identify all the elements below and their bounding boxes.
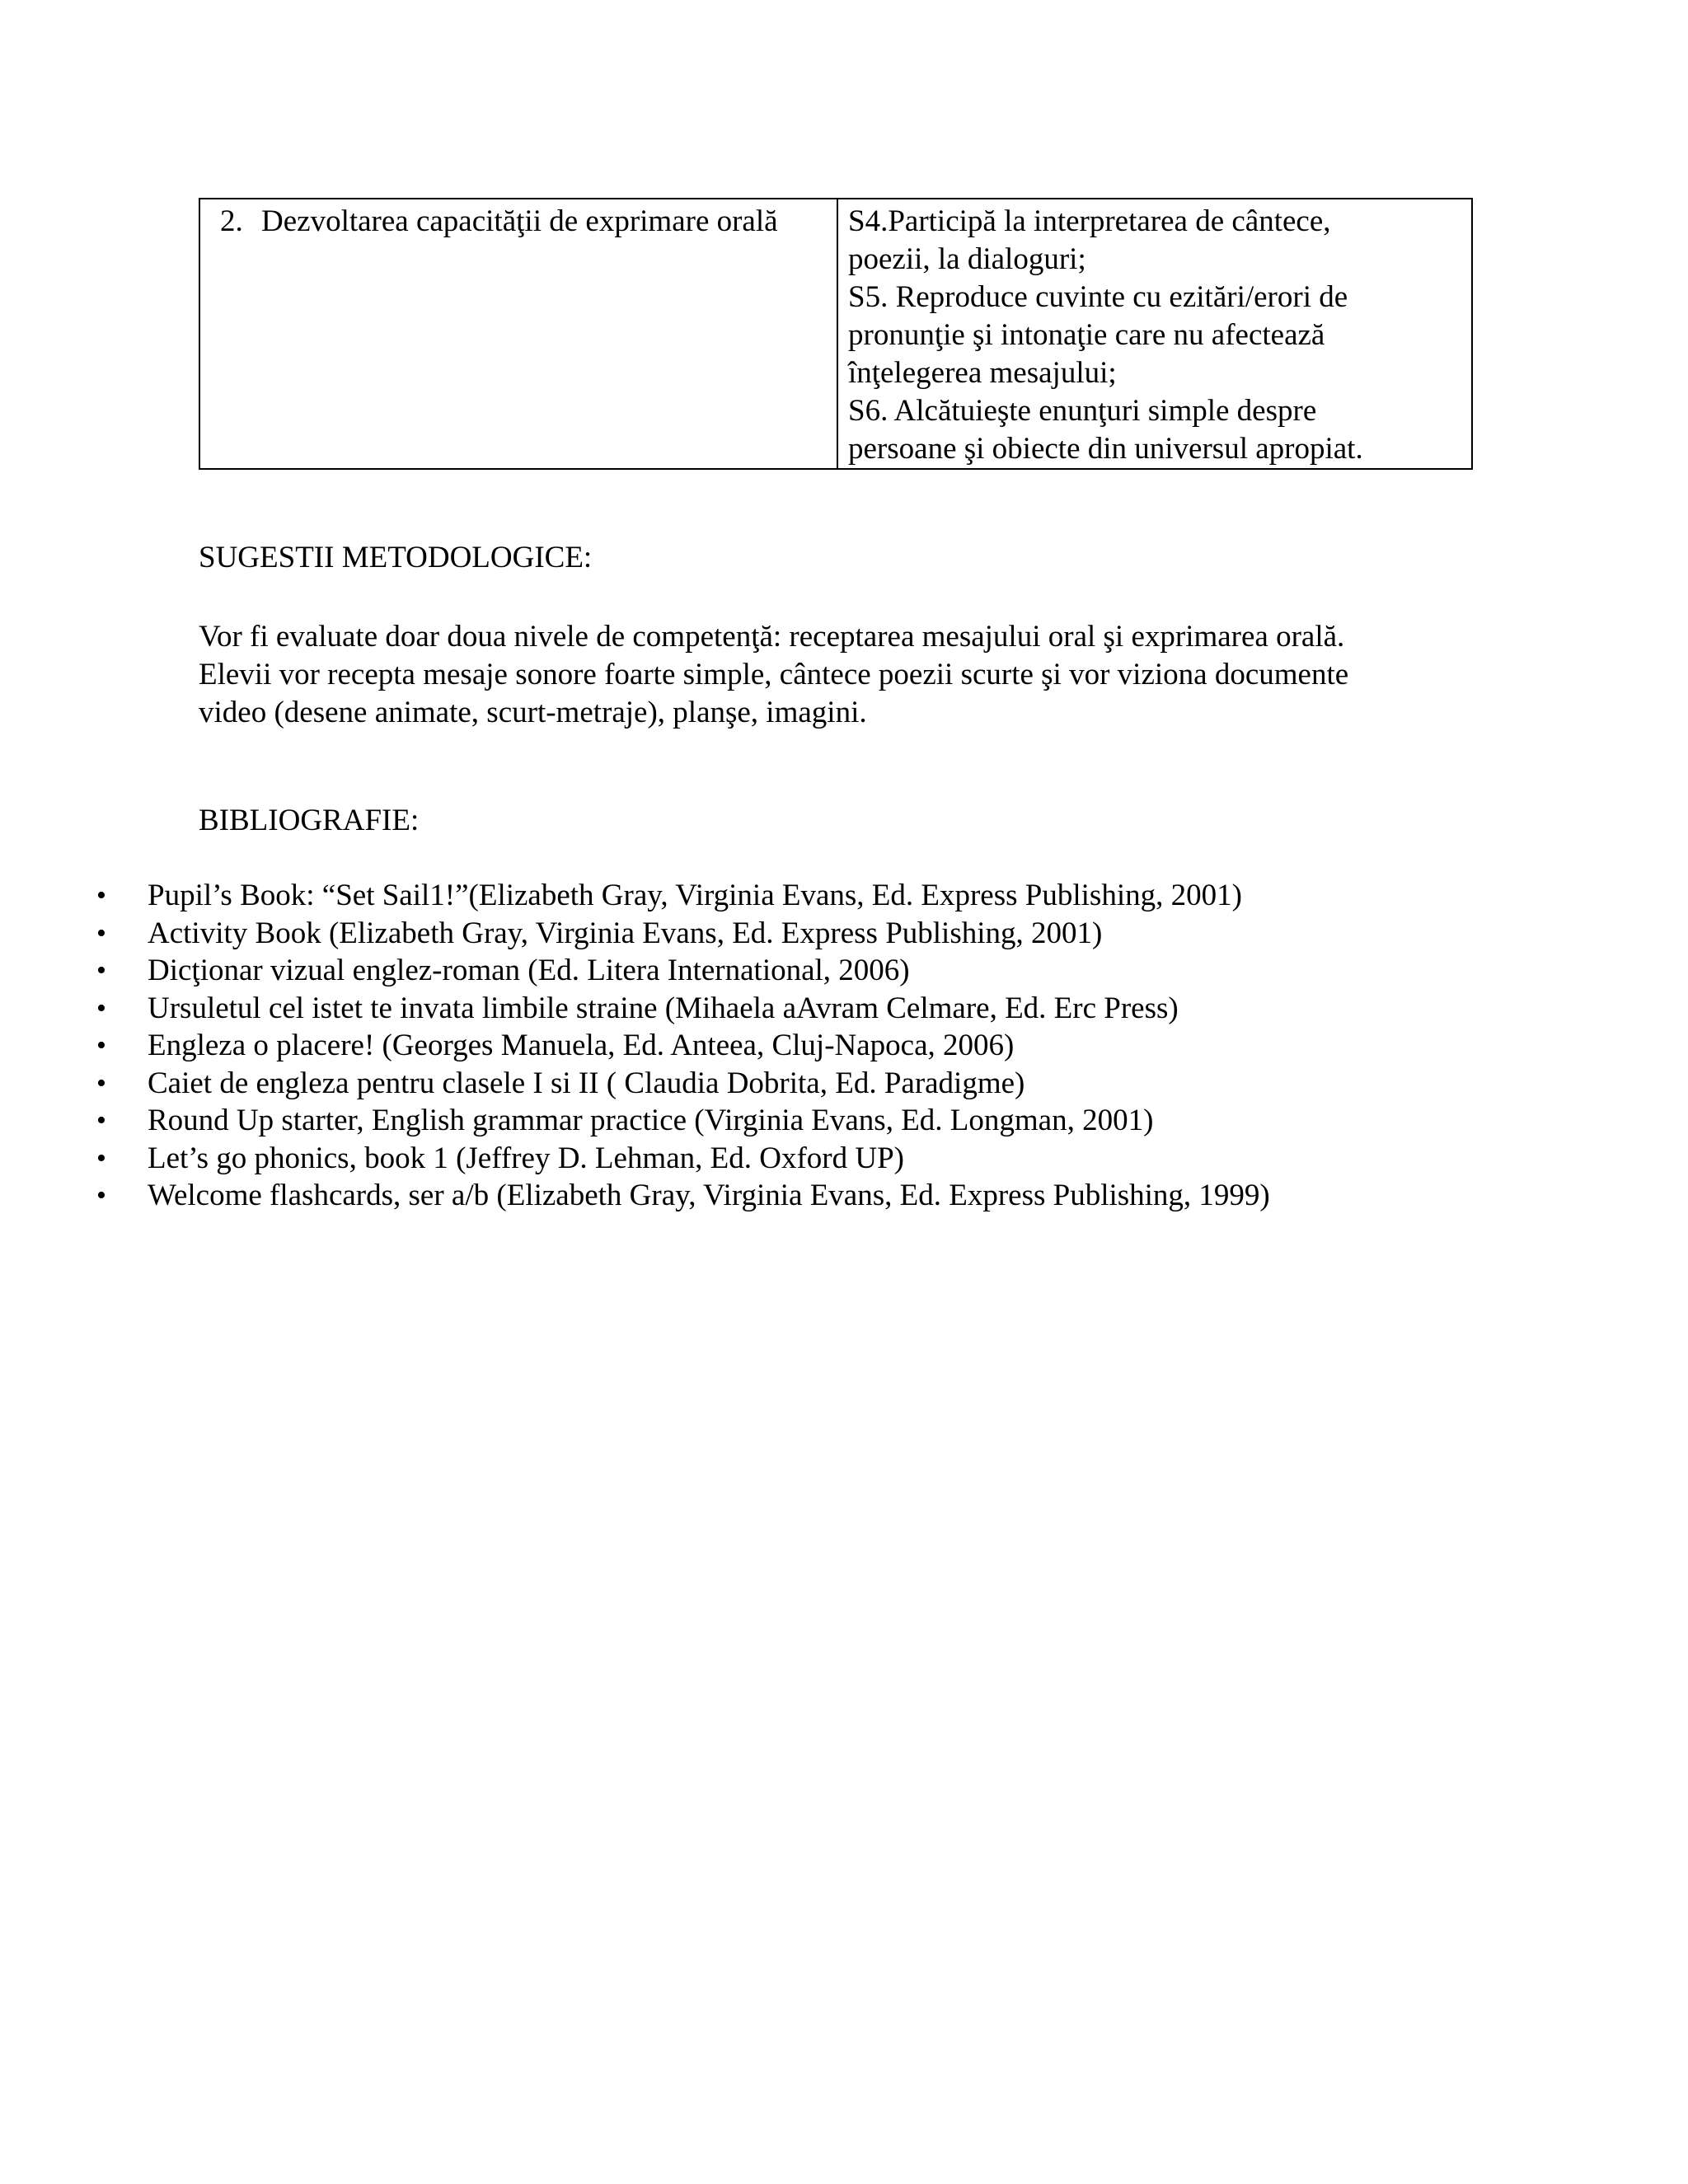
bullet-icon: •: [96, 992, 106, 1024]
bibliography-entry: Let’s go phonics, book 1 (Jeffrey D. Lehman, Ed. Oxford UP): [148, 1141, 904, 1175]
bullet-icon: •: [96, 955, 106, 986]
competence-cell: [199, 199, 837, 469]
standard-line: S6. Alcătuieşte enunţuri simple despre: [848, 394, 1317, 428]
paragraph-line: Vor fi evaluate doar doua nivele de competenţă: receptarea mesajului oral şi exprimarea orală.: [199, 620, 1345, 654]
standard-line: S4.Participă la interpretarea de cântece,: [848, 204, 1331, 238]
bullet-icon: •: [96, 917, 106, 949]
table-row: [199, 199, 1472, 469]
bullet-icon: •: [96, 880, 106, 911]
list-item: [0, 990, 1688, 1028]
row-number: 2.: [220, 204, 243, 238]
standard-line: S5. Reproduce cuvinte cu ezitări/erori de: [848, 280, 1348, 314]
bibliography-entry: Dicţionar vizual englez-roman (Ed. Litera International, 2006): [148, 954, 910, 987]
standard-line: persoane şi obiecte din universul apropiat.: [848, 432, 1363, 466]
methodology-paragraph: [199, 618, 1484, 732]
bibliography-entry: Activity Book (Elizabeth Gray, Virginia Evans, Ed. Express Publishing, 2001): [148, 916, 1103, 950]
list-item: [0, 877, 1688, 915]
bibliography-entry: Pupil’s Book: “Set Sail1!”(Elizabeth Gray, Virginia Evans, Ed. Express Publishing, 2001): [148, 879, 1242, 912]
bullet-icon: •: [96, 1030, 106, 1061]
bibliography-heading: BIBLIOGRAFIE:: [199, 804, 420, 837]
bullet-icon: •: [96, 1180, 106, 1211]
bibliography-entry: Welcome flashcards, ser a/b (Elizabeth Gray, Virginia Evans, Ed. Express Publishing, 1999): [148, 1179, 1270, 1212]
standard-line: poezii, la dialoguri;: [848, 242, 1086, 276]
bullet-icon: •: [96, 1105, 106, 1136]
list-item: [0, 1065, 1688, 1103]
paragraph-line: Elevii vor recepta mesaje sonore foarte simple, cântece poezii scurte şi vor viziona documente: [199, 658, 1349, 691]
list-item: [0, 1027, 1688, 1065]
standards-cell: [837, 199, 1472, 469]
bibliography-entry: Round Up starter, English grammar practice (Virginia Evans, Ed. Longman, 2001): [148, 1104, 1154, 1137]
list-item: [0, 915, 1688, 953]
bibliography-entry: Engleza o placere! (Georges Manuela, Ed. Anteea, Cluj-Napoca, 2006): [148, 1029, 1015, 1062]
bullet-icon: •: [96, 1142, 106, 1174]
bibliography-entry: Caiet de engleza pentru clasele I si II ( Claudia Dobrita, Ed. Paradigme): [148, 1066, 1025, 1100]
standard-line: pronunţie şi intonaţie care nu afectează: [848, 318, 1325, 352]
list-item: [0, 1177, 1688, 1215]
paragraph-line: video (desene animate, scurt-metraje), planşe, imagini.: [199, 696, 867, 729]
competence-text: Dezvoltarea capacităţii de exprimare orală: [261, 204, 778, 238]
list-item: [0, 1102, 1688, 1140]
bullet-icon: •: [96, 1067, 106, 1099]
methodology-heading: SUGESTII METODOLOGICE:: [199, 541, 593, 574]
list-item: [0, 1140, 1688, 1178]
standard-line: înţelegerea mesajului;: [848, 356, 1117, 390]
list-item: [0, 952, 1688, 990]
bibliography-list: [0, 877, 1688, 1215]
competence-table: [199, 198, 1473, 470]
bibliography-entry: Ursuletul cel istet te invata limbile straine (Mihaela aAvram Celmare, Ed. Erc Press): [148, 991, 1179, 1025]
